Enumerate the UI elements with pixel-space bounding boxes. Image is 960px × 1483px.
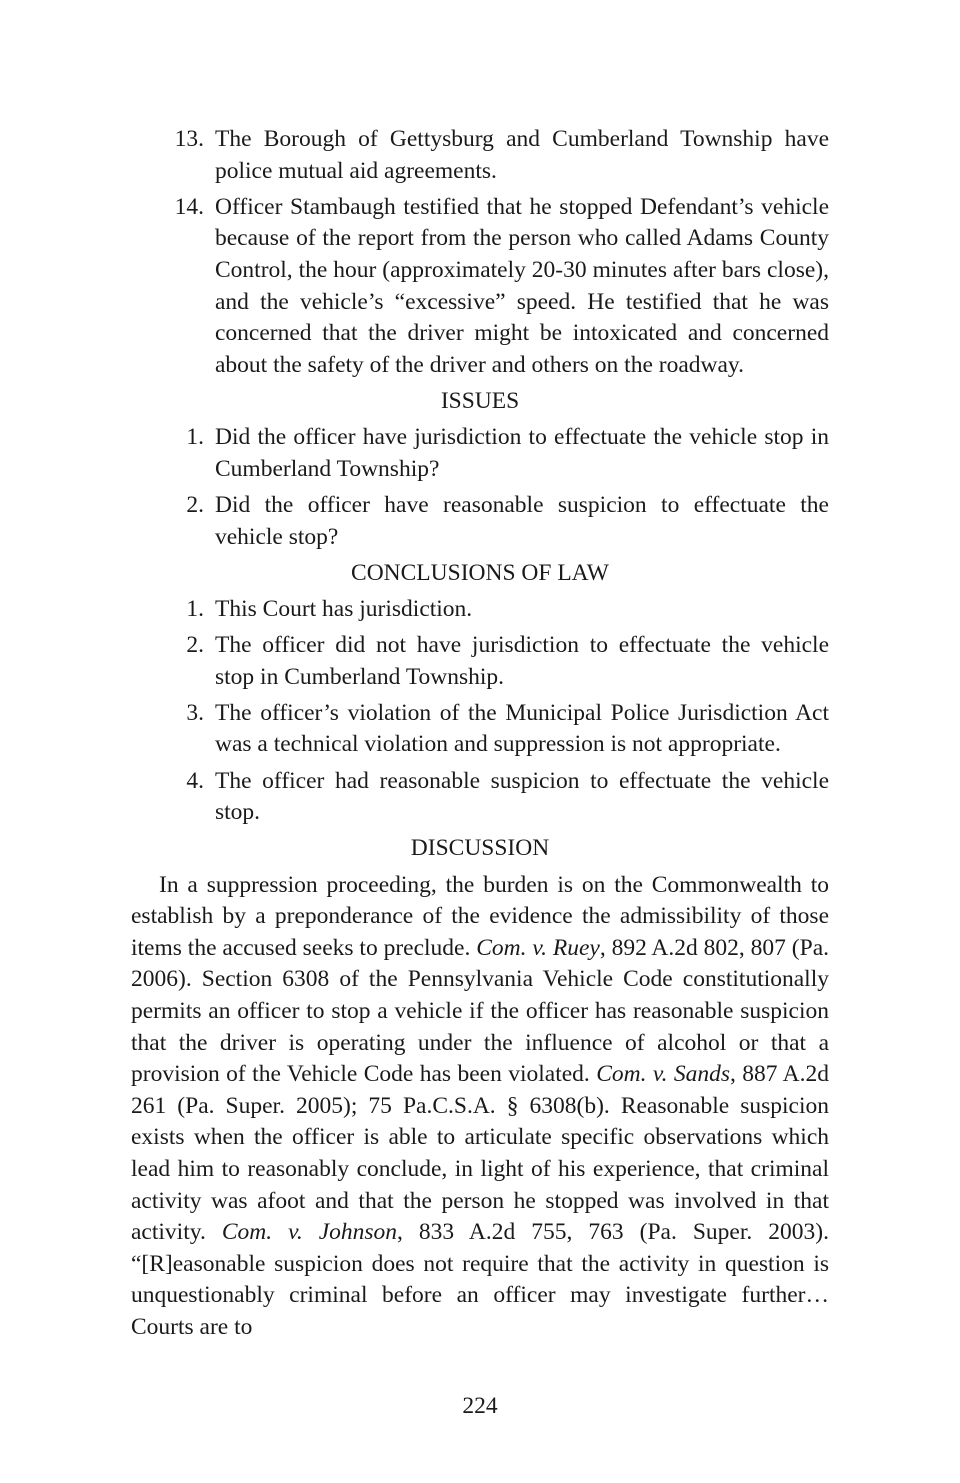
conclusion-item <box>131 698 829 761</box>
case-citation: Com. v. Sands <box>596 1061 730 1088</box>
case-citation: Com. v. Johnson <box>221 1219 398 1246</box>
case-citation: Com. v. Ruey <box>476 934 600 961</box>
conclusion-item <box>131 766 829 829</box>
item-number: 2. <box>186 632 204 659</box>
item-text: The officer’s violation of the Municipal Police Jurisdiction Act was a technical violation and suppression is not appropriate. <box>215 699 829 758</box>
item-number: 1. <box>186 424 204 451</box>
page-number: 224 <box>462 1393 498 1419</box>
item-text: Did the officer have jurisdiction to effectuate the vehicle stop in Cumberland Township? <box>215 424 829 482</box>
item-number: 14. <box>174 193 204 220</box>
discussion-text: , 887 A.2d 261 (Pa. Super. 2005); 75 Pa.C.S.A. § 6308(b). Reasonable suspicion exists when the officer is able to articulate specific observations which lead him to reasonably conclude, in light of his experience, that criminal activity was afoot and that the person he stopped was involved in that activity. <box>131 1061 829 1246</box>
item-text: The officer had reasonable suspicion to effectuate the vehicle stop. <box>215 767 829 826</box>
item-number: 3. <box>186 699 204 726</box>
finding-item <box>131 192 829 382</box>
item-text: Did the officer have reasonable suspicion to effectuate the vehicle stop? <box>215 491 829 550</box>
discussion-paragraph <box>131 870 829 1344</box>
item-text: Officer Stambaugh testified that he stopped Defendant’s vehicle because of the report from the person who called Adams County Control, the hour (approximately 20-30 minutes after bars close), and the vehicle’s “excessive” speed. He testified that he was concerned that the driver might be intoxicated and concerned about the safety of the driver and others on the roadway. <box>215 193 829 378</box>
issue-item <box>131 490 829 553</box>
conclusion-item <box>131 630 829 693</box>
issue-item <box>131 422 829 485</box>
item-number: 1. <box>186 595 204 622</box>
issues-heading: ISSUES <box>440 387 520 414</box>
discussion-text: , 833 A.2d 755, 763 (Pa. Super. 2003). “[R]easonable suspicion does not require that the activity in question is unquestionably criminal before an officer may investigate further…Courts are to <box>131 1219 829 1340</box>
item-number: 4. <box>186 767 204 794</box>
discussion-text: , 892 A.2d 802, 807 (Pa. 2006). Section 6308 of the Pennsylvania Vehicle Code constitutionally permits an officer to stop a vehicle if the officer has reasonable suspicion that the driver is operating under the influence of alcohol or that a provision of the Vehicle Code has been violated. <box>131 934 829 1088</box>
page-body <box>131 124 829 1344</box>
item-number: 2. <box>186 491 204 518</box>
conclusion-item <box>131 594 829 626</box>
discussion-text: In a suppression proceeding, the burden is on the Commonwealth to establish by a preponderance of the evidence the admissibility of those items the accused seeks to preclude. <box>131 871 829 961</box>
item-text: The Borough of Gettysburg and Cumberland Township have police mutual aid agreements. <box>215 126 829 184</box>
conclusions-heading: CONCLUSIONS OF LAW <box>351 559 609 586</box>
item-text: This Court has jurisdiction. <box>215 595 473 622</box>
finding-item <box>131 124 829 187</box>
item-number: 13. <box>174 126 204 152</box>
discussion-heading: DISCUSSION <box>410 835 550 862</box>
item-text: The officer did not have jurisdiction to effectuate the vehicle stop in Cumberland Township. <box>215 632 829 690</box>
